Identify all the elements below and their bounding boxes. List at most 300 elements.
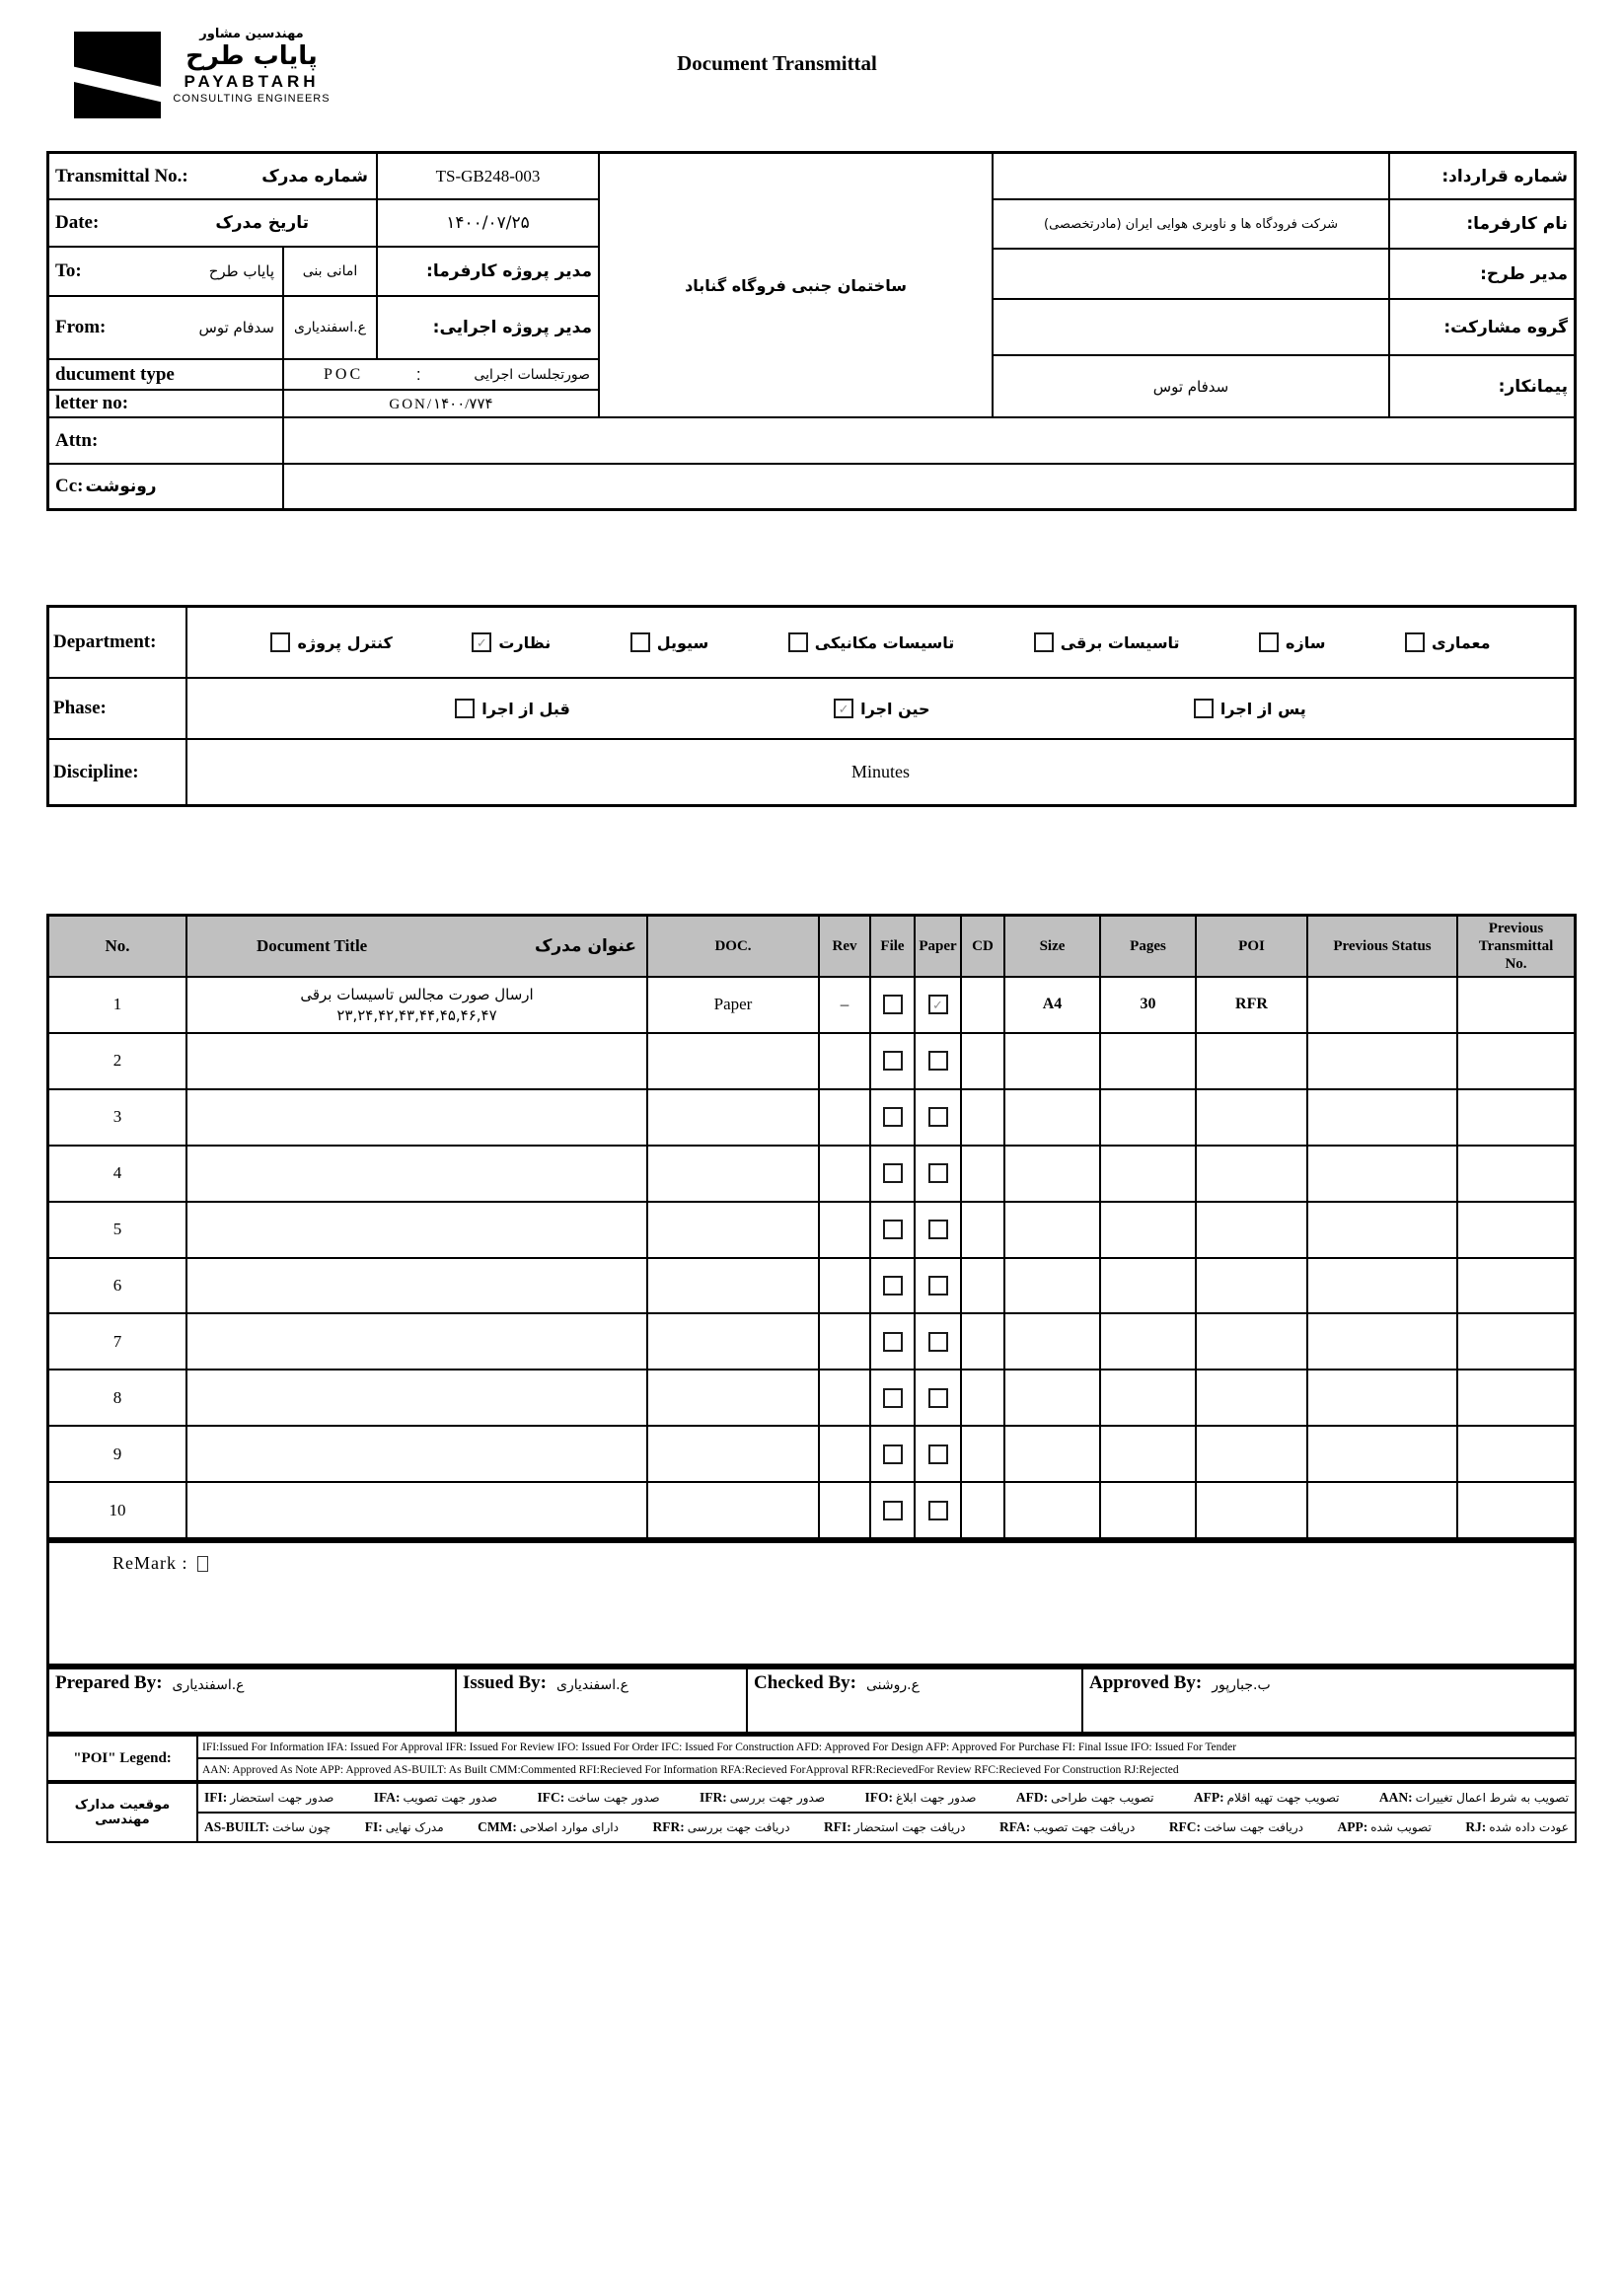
row-no: 4 [49, 1147, 185, 1201]
document-type-label: ducument type [55, 363, 175, 385]
checkbox[interactable] [928, 1501, 948, 1520]
row-rev[interactable] [820, 1483, 869, 1537]
legend-item [537, 1790, 659, 1806]
legend-text: تصویب به شرط اعمال تغییرات [1415, 1791, 1569, 1805]
legend-item [1379, 1790, 1569, 1806]
legend-item [652, 1819, 789, 1835]
col-header-poi: POI [1197, 917, 1306, 976]
row-size[interactable]: A4 [1005, 978, 1099, 1032]
checkbox-option [834, 699, 929, 718]
row-doc[interactable] [648, 1314, 818, 1369]
col-header-file: File [871, 917, 914, 976]
row-file [871, 1147, 914, 1201]
legend-code: AFD: [1015, 1790, 1049, 1805]
row-prev-transmittal[interactable] [1458, 1370, 1574, 1425]
row-prev-transmittal[interactable] [1458, 1259, 1574, 1313]
checkbox[interactable] [455, 699, 475, 718]
row-cd[interactable] [962, 1203, 1003, 1257]
row-pages[interactable] [1101, 1203, 1195, 1257]
row-title[interactable] [187, 1483, 646, 1537]
legend-text: چون ساخت [272, 1820, 332, 1834]
row-poi[interactable] [1197, 1483, 1306, 1537]
checkbox-option [1194, 699, 1306, 718]
row-prev-status[interactable] [1308, 1370, 1456, 1425]
transmittal-no-value: TS-GB248-003 [378, 154, 598, 198]
legend-code: AS-BUILT: [204, 1819, 270, 1834]
row-prev-transmittal[interactable] [1458, 978, 1574, 1032]
approved-by-name: ب.جبارپور [1212, 1677, 1271, 1693]
row-doc[interactable]: Paper [648, 978, 818, 1032]
row-rev[interactable] [820, 1034, 869, 1088]
col-header-title [187, 917, 646, 976]
legend-text: دریافت جهت بررسی [687, 1820, 790, 1834]
from-label: From: [55, 317, 107, 337]
letter-no-label: letter no: [55, 393, 129, 413]
checkbox[interactable] [928, 1388, 948, 1408]
checkbox[interactable] [1405, 632, 1425, 652]
legend-item [374, 1790, 497, 1806]
date-row [49, 200, 376, 246]
remark-area[interactable] [49, 1543, 1574, 1664]
checkbox-option [1259, 632, 1325, 652]
col-header-rev: Rev [820, 917, 869, 976]
checkbox[interactable] [883, 1107, 903, 1127]
legend-code: FI: [364, 1819, 383, 1834]
legend-code: RJ: [1465, 1819, 1487, 1834]
row-title[interactable] [187, 1314, 646, 1369]
logo-en-subtitle: CONSULTING ENGINEERS [173, 92, 331, 105]
row-prev-status[interactable] [1308, 1147, 1456, 1201]
row-paper [916, 1034, 960, 1088]
row-file [871, 978, 914, 1032]
checkbox[interactable] [883, 1276, 903, 1296]
row-pages[interactable] [1101, 1034, 1195, 1088]
row-paper [916, 978, 960, 1032]
row-prev-transmittal[interactable] [1458, 1314, 1574, 1369]
cc-value[interactable] [284, 465, 1574, 508]
row-pages[interactable] [1101, 1147, 1195, 1201]
row-prev-transmittal[interactable] [1458, 1203, 1574, 1257]
fa-legend-line2 [198, 1814, 1575, 1841]
row-title[interactable] [187, 978, 646, 1032]
row-doc[interactable] [648, 1034, 818, 1088]
legend-item [1194, 1790, 1340, 1806]
legend-text: تصویب شده [1370, 1820, 1432, 1834]
col-header-title-fa: عنوان مدرک [534, 935, 636, 956]
legend-text: صدور جهت ابلاغ [895, 1791, 977, 1805]
legend-code: CMM: [478, 1819, 517, 1834]
row-title[interactable] [187, 1034, 646, 1088]
legend-code: AAN: [1378, 1790, 1413, 1805]
checkbox[interactable] [883, 995, 903, 1014]
legend-code: APP: [1337, 1819, 1368, 1834]
transmittal-no-label-fa: شماره مدرک [261, 166, 368, 186]
logo-fa-tagline: مهندسین مشاور [199, 27, 304, 41]
row-prev-status[interactable] [1308, 1427, 1456, 1481]
contractor-value: سدفام توس [994, 356, 1388, 416]
row-prev-transmittal[interactable] [1458, 1034, 1574, 1088]
signature-row [46, 1666, 1577, 1735]
legend-code: IFO: [864, 1790, 893, 1805]
legend-code: AFP: [1193, 1790, 1224, 1805]
row-cd[interactable] [962, 1427, 1003, 1481]
row-poi[interactable] [1197, 1034, 1306, 1088]
legend-item [864, 1790, 976, 1806]
row-title[interactable] [187, 1427, 646, 1481]
row-size[interactable] [1005, 1370, 1099, 1425]
checkbox[interactable] [1259, 632, 1279, 652]
row-cd[interactable] [962, 1370, 1003, 1425]
remark-section [46, 1540, 1577, 1666]
row-no: 10 [49, 1483, 185, 1537]
legend-code: RFI: [824, 1819, 851, 1834]
document-type-code: POC [324, 365, 364, 383]
issued-by-label: Issued By: [463, 1672, 547, 1693]
poi-legend [46, 1735, 1577, 1782]
design-manager-value [994, 250, 1388, 298]
checkbox[interactable] [1034, 632, 1054, 652]
department-options [187, 608, 1574, 677]
row-cd[interactable] [962, 1314, 1003, 1369]
option-label: معماری [1431, 632, 1491, 652]
transmittal-info-table [46, 151, 1577, 511]
issued-by-name: ع.اسفندیاری [556, 1677, 628, 1693]
row-prev-status[interactable] [1308, 978, 1456, 1032]
row-size[interactable] [1005, 1314, 1099, 1369]
phase-label: Phase: [49, 679, 185, 738]
department-label: Department: [49, 608, 185, 677]
row-pages[interactable] [1101, 1427, 1195, 1481]
checkbox[interactable] [883, 1163, 903, 1183]
cc-label: Cc: [55, 476, 84, 496]
row-doc[interactable] [648, 1427, 818, 1481]
row-file [871, 1090, 914, 1145]
col-header-paper: Paper [916, 917, 960, 976]
checkbox[interactable] [928, 1107, 948, 1127]
checked-by-label: Checked By: [754, 1672, 856, 1693]
col-header-pages: Pages [1101, 917, 1195, 976]
legend-item [1016, 1790, 1154, 1806]
cc-label-cell [49, 465, 282, 508]
logo-fa-name: پایاب طرح [185, 40, 318, 71]
page-header [46, 0, 1577, 138]
checkbox[interactable] [928, 1051, 948, 1071]
row-size[interactable] [1005, 1483, 1099, 1537]
checkbox-option [1405, 632, 1491, 652]
checkbox-option [270, 632, 392, 652]
row-no: 3 [49, 1090, 185, 1145]
row-poi[interactable] [1197, 1370, 1306, 1425]
prepared-by-cell [49, 1669, 455, 1732]
from-row [49, 297, 282, 358]
option-label: تاسیسات برقی [1060, 632, 1180, 652]
contract-no-value [994, 154, 1388, 198]
checkbox[interactable] [883, 1444, 903, 1464]
row-title[interactable] [187, 1259, 646, 1313]
row-prev-status[interactable] [1308, 1259, 1456, 1313]
row-paper [916, 1090, 960, 1145]
option-label: پس از اجرا [1219, 699, 1306, 718]
checked-by-cell [748, 1669, 1081, 1732]
legend-text: دریافت جهت تصویب [1033, 1820, 1136, 1834]
option-label: حین اجرا [860, 699, 930, 718]
from-person: ع.اسفندیاری [284, 297, 376, 358]
col-header-size: Size [1005, 917, 1099, 976]
row-rev[interactable] [820, 1427, 869, 1481]
row-prev-status[interactable] [1308, 1090, 1456, 1145]
issued-by-cell [457, 1669, 746, 1732]
row-title[interactable] [187, 1147, 646, 1201]
remark-label: ReMark : [112, 1553, 188, 1573]
discipline-value: Minutes [187, 740, 1574, 804]
row-paper [916, 1427, 960, 1481]
partnership-group-value [994, 300, 1388, 354]
checkbox[interactable] [928, 1276, 948, 1296]
row-title-line1: ارسال صورت مجالس تاسیسات برقی [300, 985, 534, 1003]
phase-options [187, 679, 1574, 738]
legend-text: دریافت جهت استحضار [853, 1820, 966, 1834]
client-name-value: شرکت فرودگاه ها و ناوبری هوایی ایران (مادرتخصصی) [994, 200, 1388, 248]
legend-text: تصویب جهت طراحی [1051, 1791, 1154, 1805]
legend-item [1465, 1819, 1569, 1835]
row-cd[interactable] [962, 1259, 1003, 1313]
checkbox[interactable] [883, 1051, 903, 1071]
row-size[interactable] [1005, 1259, 1099, 1313]
checkbox[interactable] [270, 632, 290, 652]
row-size[interactable] [1005, 1147, 1099, 1201]
contract-no-label: شماره قرارداد: [1390, 154, 1574, 198]
row-doc[interactable] [648, 1370, 818, 1425]
legend-item [478, 1819, 619, 1835]
page-title: Document Transmittal [677, 51, 877, 75]
client-name-label: نام کارفرما: [1390, 200, 1574, 248]
row-doc[interactable] [648, 1203, 818, 1257]
row-doc[interactable] [648, 1147, 818, 1201]
row-prev-transmittal[interactable] [1458, 1427, 1574, 1481]
attn-value[interactable] [284, 418, 1574, 463]
row-poi[interactable] [1197, 1259, 1306, 1313]
row-prev-transmittal[interactable] [1458, 1147, 1574, 1201]
transmittal-no-row [49, 154, 376, 198]
prepared-by-label: Prepared By: [55, 1672, 163, 1693]
row-pages[interactable] [1101, 1090, 1195, 1145]
classification-table [46, 605, 1577, 807]
row-doc[interactable] [648, 1259, 818, 1313]
row-paper [916, 1147, 960, 1201]
row-paper [916, 1259, 960, 1313]
row-pages[interactable] [1101, 1259, 1195, 1313]
row-rev[interactable] [820, 1203, 869, 1257]
row-prev-status[interactable] [1308, 1203, 1456, 1257]
row-poi[interactable] [1197, 1203, 1306, 1257]
legend-code: RFR: [652, 1819, 685, 1834]
legend-item [824, 1819, 965, 1835]
row-no: 1 [49, 978, 185, 1032]
row-cd[interactable] [962, 978, 1003, 1032]
row-rev[interactable] [820, 1370, 869, 1425]
checkbox[interactable] [928, 1332, 948, 1352]
poi-legend-label: "POI" Legend: [48, 1737, 196, 1780]
fa-legend-label: موقعیت مدارک مهندسی [48, 1784, 196, 1841]
legend-code: RFA: [998, 1819, 1031, 1834]
row-poi[interactable] [1197, 1314, 1306, 1369]
checkbox-option [472, 632, 551, 652]
col-header-doc: DOC. [648, 917, 818, 976]
to-label: To: [55, 260, 82, 281]
row-prev-status[interactable] [1308, 1483, 1456, 1537]
cc-label-fa: رونوشت [85, 477, 157, 496]
row-no: 2 [49, 1034, 185, 1088]
remark-box-icon [197, 1556, 208, 1572]
legend-text: تصویب جهت تهیه اقلام [1226, 1791, 1340, 1805]
row-file [871, 1203, 914, 1257]
row-rev[interactable] [820, 1147, 869, 1201]
row-pages[interactable] [1101, 1314, 1195, 1369]
checkbox[interactable] [928, 1163, 948, 1183]
row-size[interactable] [1005, 1203, 1099, 1257]
row-file [871, 1370, 914, 1425]
legend-item [700, 1790, 825, 1806]
row-title[interactable] [187, 1090, 646, 1145]
row-cd[interactable] [962, 1483, 1003, 1537]
checked-checkbox[interactable]: ✓ [928, 995, 948, 1014]
col-header-cd: CD [962, 917, 1003, 976]
row-title[interactable] [187, 1203, 646, 1257]
date-label-fa: تاریخ مدرک [215, 213, 309, 233]
logo-en-name: PAYABTARH [184, 71, 320, 91]
row-size[interactable] [1005, 1090, 1099, 1145]
legend-item [365, 1819, 444, 1835]
row-rev[interactable] [820, 1090, 869, 1145]
document-type-fa: صورتجلسات اجرایی [474, 366, 590, 383]
row-pages[interactable] [1101, 1483, 1195, 1537]
to-person: امانی بنی [284, 248, 376, 295]
letter-no-row [49, 391, 282, 416]
document-type-value-cell [284, 360, 598, 389]
checkbox-option [1034, 632, 1180, 652]
col-header-title-en: Document Title [257, 935, 368, 955]
legend-text: صدور جهت ساخت [567, 1791, 660, 1805]
design-manager-label: مدیر طرح: [1390, 250, 1574, 298]
row-rev[interactable] [820, 1314, 869, 1369]
discipline-label: Discipline: [49, 740, 185, 804]
legend-text: عودت داده شده [1489, 1820, 1569, 1834]
checkbox-option [630, 632, 709, 652]
row-prev-status[interactable] [1308, 1314, 1456, 1369]
row-poi[interactable] [1197, 1427, 1306, 1481]
checked-by-name: ع.روشنی [865, 1677, 920, 1693]
checkbox-option [788, 632, 954, 652]
row-doc[interactable] [648, 1483, 818, 1537]
legend-code: IFI: [204, 1790, 228, 1805]
checked-checkbox[interactable]: ✓ [834, 699, 853, 718]
row-cd[interactable] [962, 1034, 1003, 1088]
legend-text: صدور جهت بررسی [729, 1791, 826, 1805]
checkbox[interactable] [788, 632, 808, 652]
option-label: قبل از اجرا [481, 699, 570, 718]
checkbox[interactable] [883, 1501, 903, 1520]
approved-by-label: Approved By: [1089, 1672, 1203, 1693]
row-paper [916, 1203, 960, 1257]
attn-label-cell [49, 418, 282, 463]
row-no: 8 [49, 1370, 185, 1425]
row-rev[interactable]: – [820, 978, 869, 1032]
legend-code: RFC: [1168, 1819, 1202, 1834]
row-paper [916, 1483, 960, 1537]
legend-text: صدور جهت تصویب [403, 1791, 498, 1805]
letter-no-value: GON/۱۴۰۰/۷۷۴ [284, 391, 598, 416]
row-paper [916, 1370, 960, 1425]
contractor-label: پیمانکار: [1390, 356, 1574, 416]
checkbox[interactable] [883, 1220, 903, 1239]
legend-item [204, 1790, 333, 1806]
row-title[interactable] [187, 1370, 646, 1425]
row-rev[interactable] [820, 1259, 869, 1313]
col-header-no: No. [49, 917, 185, 976]
row-poi[interactable] [1197, 1147, 1306, 1201]
approved-by-cell [1083, 1669, 1574, 1732]
row-file [871, 1314, 914, 1369]
row-file [871, 1034, 914, 1088]
option-label: نظارت [498, 632, 552, 652]
row-size[interactable] [1005, 1034, 1099, 1088]
poi-legend-line1: IFI:Issued For Information IFA: Issued For Approval IFR: Issued For Review IFO: Issued For Order IFC: Issued For Construction AFD: Approved For Design AFP: Approved For Purchase FI: Final Issue IFO: Issued For Tender [198, 1737, 1575, 1757]
legend-code: IFA: [373, 1790, 401, 1805]
legend-item [1169, 1819, 1303, 1835]
checkbox[interactable] [928, 1220, 948, 1239]
fa-legend [46, 1782, 1577, 1843]
row-pages[interactable]: 30 [1101, 978, 1195, 1032]
row-poi[interactable] [1197, 1090, 1306, 1145]
row-doc[interactable] [648, 1090, 818, 1145]
row-cd[interactable] [962, 1090, 1003, 1145]
checkbox[interactable] [928, 1444, 948, 1464]
row-no: 9 [49, 1427, 185, 1481]
executive-pm-label: مدیر پروژه اجرایی: [378, 297, 598, 358]
row-prev-transmittal[interactable] [1458, 1090, 1574, 1145]
checked-checkbox[interactable]: ✓ [472, 632, 491, 652]
row-poi[interactable]: RFR [1197, 978, 1306, 1032]
row-prev-status[interactable] [1308, 1034, 1456, 1088]
to-value: پایاب طرح [208, 262, 274, 280]
attn-label: Attn: [55, 429, 99, 451]
row-paper [916, 1314, 960, 1369]
legend-text: صدور جهت استحضار [230, 1791, 334, 1805]
checkbox[interactable] [1194, 699, 1214, 718]
checkbox[interactable] [883, 1332, 903, 1352]
col-header-prev-status: Previous Status [1308, 917, 1456, 976]
fa-legend-line1 [198, 1784, 1575, 1812]
checkbox[interactable] [630, 632, 650, 652]
from-value: سدفام توس [198, 319, 274, 336]
checkbox[interactable] [883, 1388, 903, 1408]
row-file [871, 1259, 914, 1313]
row-cd[interactable] [962, 1147, 1003, 1201]
row-pages[interactable] [1101, 1370, 1195, 1425]
row-size[interactable] [1005, 1427, 1099, 1481]
option-label: سیویل [656, 632, 709, 652]
legend-text: دریافت جهت ساخت [1204, 1820, 1303, 1834]
option-label: سازه [1286, 632, 1326, 652]
legend-text: دارای موارد اصلاحی [519, 1820, 619, 1834]
poi-legend-line2: AAN: Approved As Note APP: Approved AS-BUILT: As Built CMM:Commented RFI:Recieved For Information RFA:Recieved ForApproval RFR:RecievedFor Review RFC:Recieved For Construction RJ:Rejected [198, 1759, 1575, 1780]
document-type-separator: : [415, 364, 421, 384]
row-prev-transmittal[interactable] [1458, 1483, 1574, 1537]
legend-code: IFR: [700, 1790, 727, 1805]
option-label: تاسیسات مکانیکی [814, 632, 955, 652]
date-value: ۱۴۰۰/۰۷/۲۵ [378, 200, 598, 246]
to-row [49, 248, 282, 295]
